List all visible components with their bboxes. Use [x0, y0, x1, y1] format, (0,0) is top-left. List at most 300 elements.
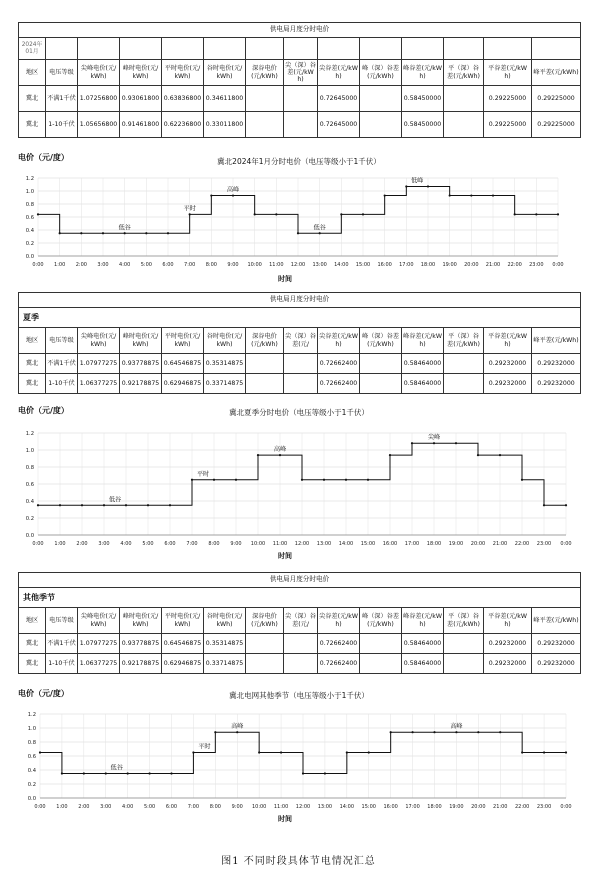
cell: 0.33714875	[204, 374, 246, 394]
data-point	[258, 751, 260, 753]
y-axis-label: 电价（元/度）	[18, 153, 69, 162]
cell: 0.72662400	[318, 654, 360, 674]
cell: 0.58464000	[402, 654, 444, 674]
data-point	[102, 232, 104, 234]
header-cell: 电压等级	[46, 608, 78, 634]
y-tick-label: 1.0	[25, 448, 34, 454]
data-point	[210, 194, 212, 196]
data-point	[455, 442, 457, 444]
x-tick-label: 21:00	[493, 804, 508, 810]
annotation-label: 平时	[183, 205, 196, 213]
cell: 1.06377275	[78, 654, 120, 674]
table-block-1	[18, 22, 580, 138]
cell: 0.29232000	[532, 654, 581, 674]
x-tick-label: 20:00	[464, 262, 479, 268]
x-tick-label: 11:00	[273, 804, 289, 810]
header-cell: 平谷差(元/kWh)	[484, 60, 532, 86]
data-point	[280, 751, 282, 753]
header-cell: 尖谷差(元/kWh)	[318, 608, 360, 634]
header-cell: 峰（深）谷差(元/kWh)	[360, 328, 402, 354]
data-point	[145, 232, 147, 234]
data-point	[275, 213, 277, 215]
cell: 0.72662400	[318, 634, 360, 654]
x-tick-label: 14:00	[339, 804, 355, 810]
data-point	[324, 772, 326, 774]
cell: 0.33011800	[204, 112, 246, 138]
cell	[360, 86, 402, 112]
x-tick-label: 19:00	[442, 262, 457, 268]
cell: 0.64546875	[162, 634, 204, 654]
table-title: 供电局月度分时电价	[19, 573, 581, 588]
x-tick-label: 0:00	[552, 262, 564, 268]
data-point	[492, 194, 494, 196]
cell	[360, 112, 402, 138]
cell: 不满1千伏	[46, 86, 78, 112]
data-point	[105, 772, 107, 774]
data-point	[521, 479, 523, 481]
x-tick-label: 10:00	[250, 541, 266, 547]
header-cell: 峰时电价(元/kWh)	[120, 608, 162, 634]
data-point	[543, 751, 545, 753]
data-point	[59, 504, 61, 506]
header-cell: 峰（深）谷差(元/kWh)	[360, 608, 402, 634]
y-tick-label: 0.6	[25, 215, 34, 221]
cell: 0.29225000	[532, 112, 581, 138]
cell: 冀北	[19, 112, 46, 138]
data-point	[514, 213, 516, 215]
data-point	[80, 232, 82, 234]
y-tick-label: 0.4	[25, 228, 34, 234]
data-point	[323, 479, 325, 481]
cell	[284, 374, 318, 394]
x-tick-label: 17:00	[404, 541, 420, 547]
header-cell: 峰时电价(元/kWh)	[120, 60, 162, 86]
x-tick-label: 6:00	[162, 262, 174, 268]
annotation-label: 高峰	[231, 723, 244, 731]
cell	[246, 354, 284, 374]
y-tick-label: 0.2	[25, 241, 34, 247]
data-point	[499, 731, 501, 733]
x-axis-label: 时间	[278, 815, 292, 823]
x-tick-label: 1:00	[54, 541, 66, 547]
cell: 0.93778875	[120, 354, 162, 374]
x-tick-label: 0:00	[32, 262, 44, 268]
header-row	[19, 60, 581, 86]
cell: 冀北	[19, 374, 46, 394]
data-point	[455, 731, 457, 733]
cell: 0.62236800	[162, 112, 204, 138]
data-point	[189, 213, 191, 215]
y-tick-label: 1.0	[25, 189, 34, 195]
cell: 1.06377275	[78, 374, 120, 394]
header-row	[19, 608, 581, 634]
data-point	[124, 232, 126, 234]
period-month: 01月	[25, 48, 39, 55]
cell: 1-10千伏	[46, 654, 78, 674]
header-cell: 平（深）谷差(元/kWh)	[444, 328, 484, 354]
cell: 0.35314875	[204, 354, 246, 374]
y-tick-label: 0.2	[25, 516, 34, 522]
annotation-label: 高峰	[226, 186, 240, 194]
y-tick-label: 0.4	[25, 499, 34, 505]
data-point	[470, 194, 472, 196]
header-cell: 深谷电价(元/kWh)	[246, 60, 284, 86]
header-row	[19, 328, 581, 354]
x-tick-label: 8:00	[205, 262, 217, 268]
x-tick-label: 12:00	[295, 804, 311, 810]
header-cell: 地区	[19, 60, 46, 86]
data-point	[103, 504, 105, 506]
cell: 冀北	[19, 86, 46, 112]
header-cell: 尖（深）谷差(元/kWh)	[284, 60, 318, 86]
x-tick-label: 5:00	[142, 541, 154, 547]
cell: 0.72645000	[318, 112, 360, 138]
price-table-3	[18, 572, 581, 674]
x-tick-label: 5:00	[143, 804, 156, 810]
x-tick-label: 3:00	[97, 262, 109, 268]
cell: 1-10千伏	[46, 374, 78, 394]
data-point	[449, 194, 451, 196]
x-tick-label: 21:00	[485, 262, 501, 268]
annotation-label: 低谷	[108, 496, 122, 504]
y-axis-label: 电价（元/度）	[18, 406, 69, 415]
annotation-label: 低谷	[313, 224, 326, 232]
cell: 0.58464000	[402, 374, 444, 394]
x-tick-label: 11:00	[272, 541, 288, 547]
data-point	[167, 232, 169, 234]
data-point	[297, 232, 299, 234]
data-point	[477, 454, 479, 456]
data-point	[236, 731, 238, 733]
cell: 0.29232000	[484, 654, 532, 674]
data-point	[147, 504, 149, 506]
header-cell: 峰谷差(元/kWh)	[402, 60, 444, 86]
data-point	[81, 504, 83, 506]
x-tick-label: 20:00	[470, 541, 486, 547]
x-tick-label: 16:00	[382, 541, 398, 547]
chart-2	[18, 405, 580, 563]
cell: 0.72662400	[318, 354, 360, 374]
x-tick-label: 18:00	[427, 804, 442, 810]
data-point	[232, 194, 234, 196]
data-point	[362, 213, 364, 215]
cell: 0.64546875	[162, 354, 204, 374]
x-tick-label: 17:00	[399, 262, 414, 268]
annotation-label: 平时	[198, 743, 211, 751]
header-cell: 峰平差(元/kWh)	[532, 60, 581, 86]
data-point	[191, 479, 193, 481]
header-cell: 平时电价(元/kWh)	[162, 328, 204, 354]
x-tick-label: 2:00	[76, 541, 88, 547]
cell	[246, 112, 284, 138]
season-label: 夏季	[19, 308, 581, 328]
y-tick-label: 0.0	[25, 533, 34, 539]
data-point	[433, 442, 435, 444]
cell	[284, 654, 318, 674]
table-row	[19, 112, 581, 138]
cell: 0.93061800	[120, 86, 162, 112]
cell: 不满1千伏	[46, 634, 78, 654]
annotation-label: 低谷	[110, 764, 123, 772]
y-tick-label: 1.0	[27, 726, 36, 732]
y-tick-label: 0.6	[25, 482, 34, 488]
cell: 1.07977275	[78, 634, 120, 654]
chart-plot	[18, 164, 580, 286]
header-cell: 电压等级	[46, 328, 78, 354]
data-point	[127, 772, 129, 774]
data-point	[411, 731, 413, 733]
x-tick-label: 0:00	[34, 804, 46, 810]
x-tick-label: 15:00	[361, 804, 376, 810]
x-tick-label: 3:00	[98, 541, 110, 547]
header-cell: 尖（深）谷差(元/	[284, 608, 318, 634]
cell: 0.58450000	[402, 112, 444, 138]
y-tick-label: 1.2	[25, 431, 34, 437]
x-tick-label: 13:00	[317, 804, 333, 810]
x-tick-label: 19:00	[448, 541, 464, 547]
period-year: 2024年	[21, 41, 43, 48]
table-row	[19, 654, 581, 674]
y-axis-label: 电价（元/度）	[18, 689, 69, 698]
y-tick-label: 0.8	[25, 465, 34, 471]
x-tick-label: 10:00	[251, 804, 267, 810]
header-cell: 谷时电价(元/kWh)	[204, 60, 246, 86]
x-tick-label: 2:00	[75, 262, 87, 268]
header-cell: 峰谷差(元/kWh)	[402, 328, 444, 354]
cell: 0.29225000	[532, 86, 581, 112]
data-point	[384, 194, 386, 196]
period-cell	[19, 38, 46, 60]
data-point	[61, 772, 63, 774]
data-point	[390, 731, 392, 733]
chart-1	[18, 152, 580, 287]
annotation-label: 平时	[196, 470, 210, 478]
data-point	[557, 213, 559, 215]
header-cell: 尖峰电价(元/kWh)	[78, 60, 120, 86]
season-label: 其他季节	[19, 588, 581, 608]
cell	[284, 354, 318, 374]
data-point	[477, 731, 479, 733]
y-tick-label: 0.4	[27, 768, 36, 774]
cell	[246, 634, 284, 654]
y-tick-label: 0.8	[25, 202, 34, 208]
x-tick-label: 8:00	[209, 804, 221, 810]
data-point	[257, 454, 259, 456]
header-cell: 深谷电价(元/kWh)	[246, 608, 284, 634]
header-cell: 地区	[19, 328, 46, 354]
x-tick-label: 19:00	[449, 804, 464, 810]
cell	[284, 112, 318, 138]
header-cell: 峰（深）谷差(元/kWh)	[360, 60, 402, 86]
x-tick-label: 13:00	[316, 541, 332, 547]
annotation-label: 低谷	[118, 224, 131, 232]
x-axis-label: 时间	[278, 552, 292, 560]
header-cell: 平（深）谷差(元/kWh)	[444, 608, 484, 634]
chart-title: 冀北2024年1月分时电价（电压等级小于1千伏）	[217, 157, 381, 166]
header-cell: 峰平差(元/kWh)	[532, 608, 581, 634]
data-point	[565, 504, 567, 506]
cell	[246, 374, 284, 394]
header-cell: 尖谷差(元/kWh)	[318, 60, 360, 86]
cell: 冀北	[19, 634, 46, 654]
data-point	[213, 479, 215, 481]
x-tick-label: 0:00	[32, 541, 44, 547]
x-tick-label: 11:00	[269, 262, 284, 268]
figure-caption: 图1 不同时段具体节电情况汇总	[221, 856, 376, 867]
annotation-label: 高峰	[450, 723, 463, 731]
cell: 1.07977275	[78, 354, 120, 374]
header-cell: 平谷差(元/kWh)	[484, 608, 532, 634]
cell	[360, 354, 402, 374]
x-tick-label: 7:00	[186, 541, 198, 547]
data-point	[37, 504, 39, 506]
x-tick-label: 23:00	[536, 804, 552, 810]
x-tick-label: 3:00	[100, 804, 112, 810]
data-point	[340, 213, 342, 215]
y-tick-label: 0.8	[27, 740, 36, 746]
x-tick-label: 8:00	[208, 541, 220, 547]
cell: 1.07256800	[78, 86, 120, 112]
x-tick-label: 16:00	[377, 262, 392, 268]
x-tick-label: 10:00	[247, 262, 262, 268]
x-tick-label: 9:00	[230, 541, 242, 547]
data-point	[535, 213, 537, 215]
cell: 0.29232000	[532, 634, 581, 654]
annotation-label: 尖峰	[427, 434, 441, 442]
x-tick-label: 12:00	[294, 541, 310, 547]
header-cell: 平时电价(元/kWh)	[162, 608, 204, 634]
x-tick-label: 17:00	[405, 804, 420, 810]
data-point	[170, 772, 172, 774]
x-tick-label: 4:00	[120, 541, 132, 547]
x-tick-label: 4:00	[122, 804, 134, 810]
cell: 0.29232000	[484, 634, 532, 654]
x-tick-label: 6:00	[165, 804, 178, 810]
cell: 0.58464000	[402, 354, 444, 374]
cell: 0.29232000	[532, 374, 581, 394]
header-cell: 峰平差(元/kWh)	[532, 328, 581, 354]
header-cell: 深谷电价(元/kWh)	[246, 328, 284, 354]
cell: 不满1千伏	[46, 354, 78, 374]
data-point	[319, 232, 321, 234]
table-row	[19, 374, 581, 394]
data-point	[125, 504, 127, 506]
header-cell: 尖（深）谷差(元/	[284, 328, 318, 354]
cell	[360, 374, 402, 394]
y-tick-label: 0.0	[25, 254, 34, 260]
chart-3	[18, 688, 580, 828]
x-tick-label: 6:00	[164, 541, 176, 547]
cell	[444, 112, 484, 138]
x-tick-label: 9:00	[231, 804, 243, 810]
header-cell: 尖峰电价(元/kWh)	[78, 328, 120, 354]
data-point	[433, 731, 435, 733]
cell	[444, 86, 484, 112]
table-row	[19, 354, 581, 374]
table-row	[19, 86, 581, 112]
data-point	[235, 479, 237, 481]
data-point	[39, 751, 41, 753]
cell	[284, 634, 318, 654]
x-tick-label: 16:00	[383, 804, 398, 810]
cell: 0.29232000	[484, 374, 532, 394]
x-tick-label: 1:00	[56, 804, 68, 810]
x-tick-label: 20:00	[471, 804, 486, 810]
data-point	[192, 751, 194, 753]
data-point	[83, 772, 85, 774]
cell: 0.92178875	[120, 654, 162, 674]
data-point	[301, 479, 303, 481]
header-cell: 平时电价(元/kWh)	[162, 60, 204, 86]
table-title: 供电局月度分时电价	[19, 293, 581, 308]
data-point	[59, 232, 61, 234]
cell: 0.35314875	[204, 634, 246, 654]
chart-plot	[18, 700, 580, 822]
x-tick-label: 5:00	[140, 262, 152, 268]
data-point	[169, 504, 171, 506]
data-point	[411, 442, 413, 444]
y-tick-label: 1.2	[25, 176, 34, 182]
cell	[444, 374, 484, 394]
cell: 1-10千伏	[46, 112, 78, 138]
table-title: 供电局月度分时电价	[19, 23, 581, 38]
data-point	[279, 454, 281, 456]
cell	[246, 654, 284, 674]
cell: 0.63836800	[162, 86, 204, 112]
cell	[246, 86, 284, 112]
data-point	[565, 751, 567, 753]
x-tick-label: 18:00	[426, 541, 442, 547]
x-tick-label: 1:00	[54, 262, 66, 268]
cell: 0.72645000	[318, 86, 360, 112]
data-point	[345, 479, 347, 481]
x-tick-label: 22:00	[514, 804, 530, 810]
cell: 0.29232000	[484, 354, 532, 374]
cell: 0.93778875	[120, 634, 162, 654]
cell: 0.58450000	[402, 86, 444, 112]
data-point	[521, 751, 523, 753]
x-tick-label: 18:00	[420, 262, 436, 268]
data-point	[302, 772, 304, 774]
cell	[444, 654, 484, 674]
data-point	[214, 731, 216, 733]
chart-plot	[18, 417, 580, 557]
data-point	[37, 213, 39, 215]
x-tick-label: 15:00	[355, 262, 371, 268]
header-cell: 谷时电价(元/kWh)	[204, 608, 246, 634]
cell: 0.72662400	[318, 374, 360, 394]
data-point	[389, 454, 391, 456]
y-tick-label: 0.6	[27, 754, 36, 760]
cell: 冀北	[19, 654, 46, 674]
header-cell: 尖峰电价(元/kWh)	[78, 608, 120, 634]
cell	[360, 654, 402, 674]
data-point	[543, 504, 545, 506]
chart-title: 冀北电网其他季节（电压等级小于1千伏）	[229, 691, 369, 700]
x-tick-label: 12:00	[290, 262, 306, 268]
annotation-label: 低峰	[410, 177, 424, 185]
data-point	[427, 185, 429, 187]
cell: 0.58464000	[402, 634, 444, 654]
x-tick-label: 2:00	[78, 804, 90, 810]
x-tick-label: 13:00	[312, 262, 327, 268]
x-axis-label: 时间	[278, 275, 292, 283]
x-tick-label: 7:00	[187, 804, 200, 810]
cell: 0.62946875	[162, 654, 204, 674]
price-table-2	[18, 292, 581, 394]
data-point	[368, 751, 370, 753]
x-tick-label: 0:00	[560, 804, 572, 810]
